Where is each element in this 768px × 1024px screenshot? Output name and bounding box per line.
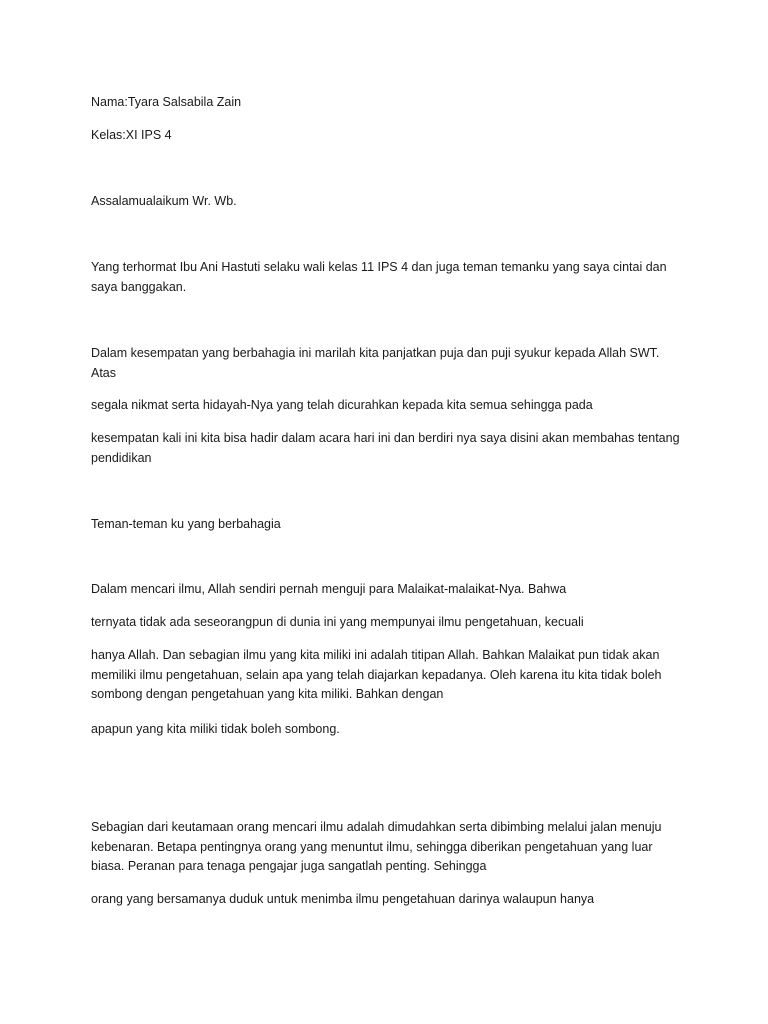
friends-greeting: Teman-teman ku yang berbahagia xyxy=(91,517,281,531)
student-name: Nama:Tyara Salsabila Zain xyxy=(91,95,242,109)
paragraph-seeking-knowledge: Dalam mencari ilmu, Allah sendiri pernah menguji para Malaikat-malaikat-Nya. Bahwa xyxy=(91,582,567,596)
paragraph-blessing: segala nikmat serta hidayah-Nya yang telah dicurahkan kepada kita semua sehingga pada xyxy=(91,398,593,412)
paragraph-only-allah: hanya Allah. Dan sebagian ilmu yang kita miliki ini adalah titipan Allah. Bahkan Malaikat pun tidak akan memiliki ilmu pengetahuan, selain apa yang telah diajarkan kepadanya. Oleh karena itu kita tidak boleh sombong dengan pengetahuan yang kita miliki. Bahkan dengan xyxy=(91,648,662,701)
address-paragraph: Yang terhormat Ibu Ani Hastuti selaku wali kelas 11 IPS 4 dan juga teman temanku yang saya cintai dan saya banggakan. xyxy=(91,260,667,294)
student-class: Kelas:XI IPS 4 xyxy=(91,128,172,142)
paragraph-occasion: kesempatan kali ini kita bisa hadir dalam acara hari ini dan berdiri nya saya disini akan membahas tentang pendidikan xyxy=(91,431,680,465)
paragraph-companions: orang yang bersamanya duduk untuk menimba ilmu pengetahuan darinya walaupun hanya xyxy=(91,892,595,906)
paragraph-not-arrogant: apapun yang kita miliki tidak boleh sombong. xyxy=(91,722,340,736)
greeting: Assalamualaikum Wr. Wb. xyxy=(91,194,237,208)
paragraph-virtue: Sebagian dari keutamaan orang mencari ilmu adalah dimudahkan serta dibimbing melalui jalan menuju kebenaran. Betapa pentingnya orang yang menuntut ilmu, sehingga diberikan pengetahuan yang luar biasa. Peranan para tenaga pengajar juga sangatlah penting. Sehingga xyxy=(91,820,662,873)
paragraph-nobody-knows: ternyata tidak ada seseorangpun di dunia ini yang mempunyai ilmu pengetahuan, kecuali xyxy=(91,615,584,629)
paragraph-opening: Dalam kesempatan yang berbahagia ini marilah kita panjatkan puja dan puji syukur kepada Allah SWT. Atas xyxy=(91,346,660,380)
